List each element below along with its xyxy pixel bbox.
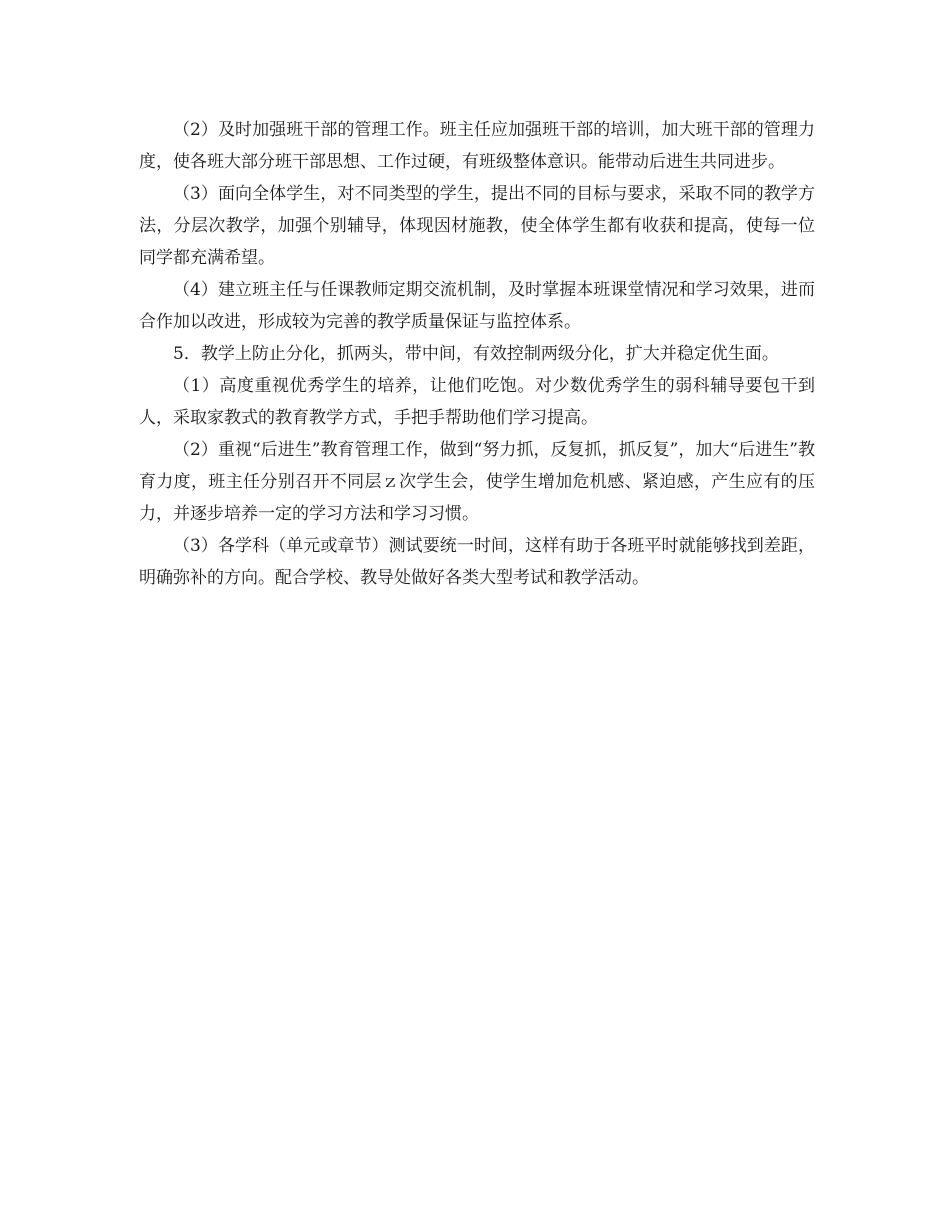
paragraph-teacher-communication: （4）建立班主任与任课教师定期交流机制，及时掌握本班课堂情况和学习效果，进而合作加以改进，形成较为完善的教学质量保证与监控体系。 xyxy=(139,280,815,332)
paragraph-unified-testing: （3）各学科（单元或章节）测试要统一时间，这样有助于各班平时就能够找到差距，明确弥补的方向。配合学校、教导处做好各类大型考试和教学活动。 xyxy=(139,536,815,588)
paragraph-struggling-students: （2）重视“后进生”教育管理工作，做到“努力抓，反复抓，抓反复”，加大“后进生”教育力度，班主任分别召开不同层ｚ次学生会，使学生增加危机感、紧迫感，产生应有的压力，并逐步培养一定的学习方法和学习习惯。 xyxy=(139,440,815,524)
paragraph-section-5-heading: 5．教学上防止分化，抓两头，带中间，有效控制两级分化，扩大并稳定优生面。 xyxy=(173,344,779,364)
paragraph-all-students: （3）面向全体学生，对不同类型的学生，提出不同的目标与要求，采取不同的教学方法，分层次教学，加强个别辅导，体现因材施教，使全体学生都有收获和提高，使每一位同学都充满希望。 xyxy=(139,184,815,268)
paragraph-class-cadre-management: （2）及时加强班干部的管理工作。班主任应加强班干部的培训，加大班干部的管理力度，使各班大部分班干部思想、工作过硬，有班级整体意识。能带动后进生共同进步。 xyxy=(139,120,815,172)
paragraph-excellent-students: （1）高度重视优秀学生的培养，让他们吃饱。对少数优秀学生的弱科辅导要包干到人，采取家教式的教育教学方式，手把手帮助他们学习提高。 xyxy=(139,376,815,428)
document-body xyxy=(139,114,815,594)
